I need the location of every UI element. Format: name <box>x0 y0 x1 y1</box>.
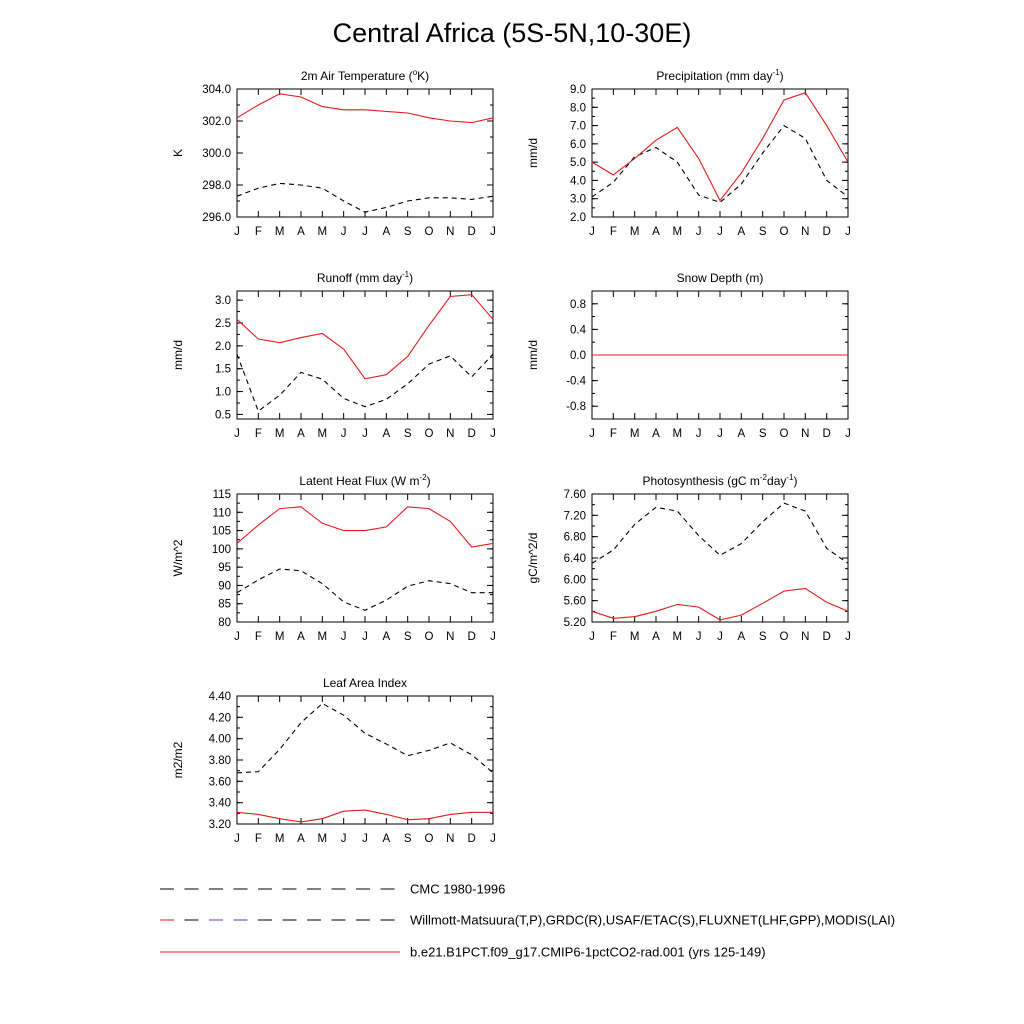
x-tick-label: N <box>446 631 455 643</box>
y-tick-label: 6.80 <box>563 531 586 544</box>
y-tick-label: 0.4 <box>570 324 586 337</box>
legend-item-2 <box>160 913 895 928</box>
x-tick-label: J <box>362 428 368 440</box>
chart-title-text: Latent Heat Flux (W m <box>299 474 420 488</box>
x-tick-label: J <box>695 226 702 238</box>
x-tick-label: S <box>403 428 412 440</box>
x-tick-label: J <box>589 631 595 643</box>
chart-title-superscript: -2 <box>759 473 768 482</box>
x-tick-label: N <box>446 226 455 238</box>
y-tick-label: -0.4 <box>566 375 586 388</box>
y-tick-label: 6.00 <box>563 574 586 587</box>
x-tick-label: F <box>609 428 617 440</box>
y-tick-label: 4.00 <box>208 733 231 746</box>
x-tick-label: D <box>822 631 831 643</box>
chart-title-superscript: -2 <box>419 473 427 482</box>
chart-title-text-after: ) <box>779 69 784 83</box>
y-tick-label: 296.0 <box>202 212 231 224</box>
y-tick-label: 1.0 <box>215 386 231 399</box>
y-axis-label: K <box>171 148 185 158</box>
y-tick-label: 5.0 <box>570 157 586 170</box>
legend-label: Willmott-Matsuura(T,P),GRDC(R),USAF/ETAC(S),FLUXNET(LHF,GPP),MODIS(LAI) <box>410 912 896 928</box>
x-tick-label: A <box>737 226 746 238</box>
x-tick-label: M <box>672 631 683 643</box>
x-tick-label: S <box>403 631 412 643</box>
y-tick-label: 3.20 <box>208 819 231 831</box>
legend-label: b.e21.B1PCT.f09_g17.CMIP6-1pctCO2-rad.001 (yrs 125-149) <box>410 944 766 960</box>
y-tick-label: 2.5 <box>215 318 231 330</box>
x-tick-label: J <box>695 631 702 643</box>
x-tick-label: J <box>490 833 496 845</box>
x-tick-label: D <box>467 631 476 643</box>
x-tick-label: J <box>234 631 240 643</box>
x-tick-label: A <box>297 631 305 643</box>
y-tick-label: 5.20 <box>563 617 586 629</box>
y-tick-label: 0.0 <box>570 350 586 362</box>
x-tick-label: N <box>446 428 455 440</box>
y-tick-label: 1.5 <box>215 363 231 376</box>
y-axis-label: gC/m^2/d <box>526 532 540 584</box>
y-axis-label: mm/d <box>171 340 185 370</box>
x-tick-label: J <box>340 428 347 440</box>
y-axis-label: m2/m2 <box>171 741 185 779</box>
x-tick-label: M <box>629 428 640 440</box>
x-tick-label: S <box>403 833 412 845</box>
y-tick-label: 6.40 <box>563 553 586 565</box>
x-tick-label: O <box>424 226 434 238</box>
x-tick-label: M <box>317 428 328 440</box>
x-tick-label: O <box>424 631 434 643</box>
x-tick-label: A <box>382 631 391 643</box>
x-tick-label: J <box>845 428 851 440</box>
x-tick-label: J <box>589 226 595 238</box>
chart-title-superscript: o <box>412 68 418 77</box>
x-tick-label: J <box>234 428 240 440</box>
y-tick-label: 4.0 <box>570 175 586 188</box>
x-tick-label: J <box>845 631 851 643</box>
y-tick-label: 300.0 <box>202 148 231 160</box>
x-tick-label: M <box>317 226 328 238</box>
x-tick-label: F <box>254 428 262 440</box>
y-tick-label: 298.0 <box>202 180 231 192</box>
x-tick-label: O <box>424 428 434 440</box>
y-tick-label: 3.0 <box>215 295 231 308</box>
x-tick-label: A <box>737 631 746 643</box>
chart-title-text-after: K) <box>417 69 430 83</box>
y-tick-label: 3.60 <box>208 776 231 789</box>
x-tick-label: N <box>801 428 810 440</box>
y-axis-label: mm/d <box>526 138 540 168</box>
x-tick-label: D <box>467 833 476 845</box>
x-tick-label: A <box>737 428 746 440</box>
y-tick-label: 80 <box>218 617 231 629</box>
x-tick-label: A <box>297 833 305 845</box>
x-tick-label: J <box>845 226 851 238</box>
y-tick-label: 0.5 <box>215 409 231 422</box>
y-tick-label: 3.40 <box>208 797 231 810</box>
y-tick-label: 3.0 <box>570 193 586 206</box>
y-tick-label: 9.0 <box>570 84 586 96</box>
x-tick-label: J <box>490 631 496 643</box>
x-tick-label: M <box>629 226 640 238</box>
y-tick-label: 85 <box>218 598 231 611</box>
main-title: Central Africa (5S-5N,10-30E) <box>332 18 692 48</box>
x-tick-label: D <box>467 428 476 440</box>
chart-title-text: Precipitation (mm day <box>656 69 773 83</box>
y-tick-label: 6.0 <box>570 138 586 151</box>
x-tick-label: J <box>234 226 240 238</box>
x-tick-label: N <box>446 833 455 845</box>
y-axis-label: W/m^2 <box>171 539 185 577</box>
x-tick-label: S <box>758 428 767 440</box>
chart-title-text-after: ) <box>793 474 798 488</box>
x-tick-label: N <box>801 631 810 643</box>
x-tick-label: F <box>254 833 262 845</box>
x-tick-label: A <box>382 428 391 440</box>
y-tick-label: 115 <box>212 489 231 501</box>
y-tick-label: -0.8 <box>566 401 586 414</box>
x-tick-label: J <box>362 226 368 238</box>
x-tick-label: D <box>822 428 831 440</box>
y-tick-label: 2.0 <box>570 212 586 224</box>
x-tick-label: J <box>717 226 723 238</box>
x-tick-label: M <box>317 631 328 643</box>
y-tick-label: 7.20 <box>563 510 586 523</box>
x-tick-label: D <box>467 226 476 238</box>
x-tick-label: F <box>609 226 617 238</box>
x-tick-label: J <box>589 428 595 440</box>
y-tick-label: 3.80 <box>208 755 231 767</box>
x-tick-label: A <box>652 631 660 643</box>
legend-item-3 <box>160 945 766 960</box>
chart-title-text: Leaf Area Index <box>322 676 408 690</box>
x-tick-label: M <box>629 631 640 643</box>
x-tick-label: M <box>672 226 683 238</box>
y-axis-label: mm/d <box>526 340 540 370</box>
x-tick-label: M <box>274 226 285 238</box>
x-tick-label: F <box>254 631 262 643</box>
legend-label: CMC 1980-1996 <box>410 881 506 897</box>
x-tick-label: F <box>254 226 262 238</box>
x-tick-label: J <box>490 428 496 440</box>
chart-title-superscript: -1 <box>772 68 780 77</box>
chart-title-text-after: ) <box>426 474 431 488</box>
x-tick-label: A <box>652 226 660 238</box>
chart-title-text: Photosynthesis (gC m <box>642 474 760 488</box>
x-tick-label: M <box>274 428 285 440</box>
x-tick-label: S <box>403 226 412 238</box>
x-tick-label: J <box>362 833 368 845</box>
chart-title-text: 2m Air Temperature ( <box>300 69 413 83</box>
x-tick-label: A <box>297 226 305 238</box>
y-tick-label: 95 <box>218 562 231 575</box>
legend-item-1 <box>160 882 505 897</box>
chart-title-superscript: -1 <box>402 270 410 279</box>
x-tick-label: O <box>424 833 434 845</box>
x-tick-label: J <box>340 833 347 845</box>
x-tick-label: J <box>717 428 723 440</box>
x-tick-label: A <box>297 428 305 440</box>
y-tick-label: 90 <box>218 580 231 593</box>
chart-title-text: Runoff (mm day <box>316 271 403 285</box>
x-tick-label: J <box>234 833 240 845</box>
x-tick-label: J <box>490 226 496 238</box>
x-tick-label: S <box>758 226 767 238</box>
chart-title-text-after: ) <box>409 271 414 285</box>
x-tick-label: O <box>779 226 789 238</box>
y-tick-label: 7.60 <box>563 489 586 501</box>
y-tick-label: 105 <box>211 525 231 538</box>
y-tick-label: 5.60 <box>563 595 586 608</box>
y-tick-label: 2.0 <box>215 340 231 353</box>
x-tick-label: J <box>340 631 347 643</box>
x-tick-label: O <box>779 631 789 643</box>
x-tick-label: S <box>758 631 767 643</box>
x-tick-label: J <box>362 631 368 643</box>
x-tick-label: M <box>274 631 285 643</box>
chart-title-text-after: day <box>767 474 787 488</box>
y-tick-label: 304.0 <box>202 84 231 96</box>
y-tick-label: 110 <box>212 507 231 520</box>
x-tick-label: M <box>672 428 683 440</box>
x-tick-label: F <box>609 631 617 643</box>
x-tick-label: A <box>652 428 660 440</box>
x-tick-label: N <box>801 226 810 238</box>
y-tick-label: 7.0 <box>570 120 586 133</box>
x-tick-label: O <box>779 428 789 440</box>
y-tick-label: 4.20 <box>208 712 231 725</box>
y-tick-label: 100 <box>211 543 231 556</box>
chart-title-superscript: -1 <box>786 473 794 482</box>
y-tick-label: 302.0 <box>202 116 231 128</box>
x-tick-label: A <box>382 226 391 238</box>
chart-title-text: Snow Depth (m) <box>676 271 764 285</box>
y-tick-label: 8.0 <box>570 102 586 115</box>
x-tick-label: A <box>382 833 391 845</box>
y-tick-label: 4.40 <box>208 691 231 703</box>
x-tick-label: M <box>274 833 285 845</box>
x-tick-label: J <box>717 631 723 643</box>
x-tick-label: J <box>695 428 702 440</box>
x-tick-label: M <box>317 833 328 845</box>
x-tick-label: J <box>340 226 347 238</box>
y-tick-label: 0.8 <box>570 298 586 311</box>
x-tick-label: D <box>822 226 831 238</box>
